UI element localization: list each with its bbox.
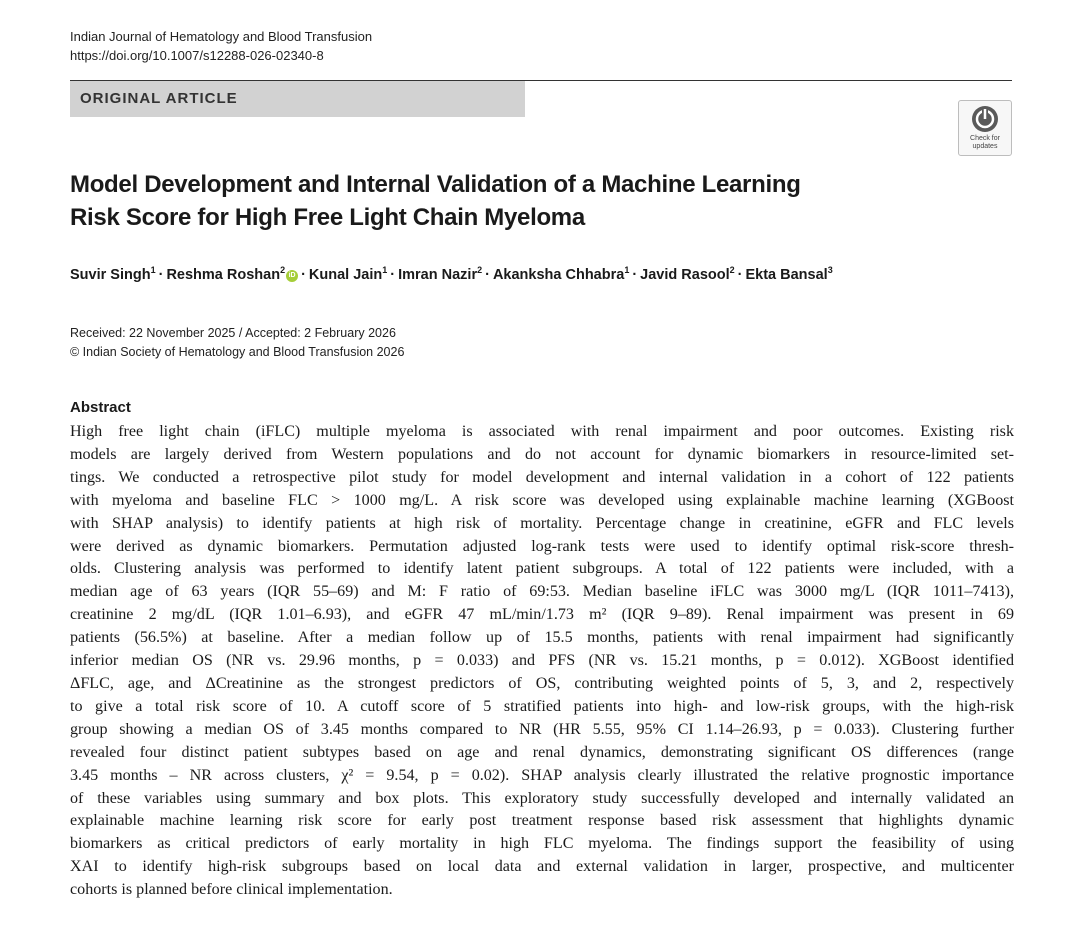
article-title: Model Development and Internal Validation of a Machine Learning Risk Score for High Free Light Chain Myeloma [70, 171, 801, 231]
abstract-line: of these variables using summary and box plots. This exploratory study successfully developed and internally validated an [70, 789, 1014, 807]
abstract-line: inferior median OS (NR vs. 29.96 months, p = 0.033) and PFS (NR vs. 15.21 months, p = 0.012). XGBoost identified [70, 652, 1014, 670]
abstract-line: XAI to identify high-risk subgroups based on local data and external validation in larger, prospective, and multicenter [70, 858, 1014, 876]
abstract-line: with myeloma and baseline FLC > 1000 mg/L. A risk score was developed using explainable machine learning (XGBoost [70, 491, 1014, 509]
author-affiliation: 2 [477, 265, 483, 275]
author-affiliation: 2 [729, 265, 735, 275]
received-accepted-dates: Received: 22 November 2025 / Accepted: 2 February 2026 [70, 326, 396, 340]
abstract-line: median age of 63 years (IQR 55–69) and M: F ratio of 69:53. Median baseline iFLC was 3000 mg/L (IQR 1011–7413), [70, 583, 1014, 601]
author-affiliation: 2 [280, 265, 286, 275]
abstract-heading: Abstract [70, 399, 131, 416]
author-list [70, 265, 833, 283]
check-updates-icon [970, 104, 1000, 134]
abstract-line: with SHAP analysis) to identify patients at high risk of mortality. Percentage change in creatinine, eGFR and FLC levels [70, 514, 1014, 532]
doi-link[interactable]: https://doi.org/10.1007/s12288-026-02340-8 [70, 48, 324, 63]
abstract-line: explainable machine learning risk score for early post treatment response based risk assessment that highlights dynamic [70, 812, 1014, 830]
orcid-icon[interactable]: iD [286, 270, 298, 282]
article-type-label: ORIGINAL ARTICLE [80, 90, 238, 107]
author-affiliation: 1 [150, 265, 156, 275]
abstract-line: revealed four distinct patient subtypes based on age and renal dynamics, demonstrating significant OS differences (range [70, 743, 1014, 761]
author-name[interactable]: Akanksha Chhabra [492, 266, 625, 283]
abstract-line: to give a total risk score of 10. A cutoff score of 5 stratified patients into high- and low-risk groups, with the high-risk [70, 697, 1014, 715]
abstract-line: ΔFLC, age, and ΔCreatinine as the strongest predictors of OS, contributing weighted points of 5, 3, and 2, respectively [70, 674, 1014, 692]
abstract-line: tings. We conducted a retrospective pilot study for model development and internal validation in a cohort of 122 patients [70, 468, 1014, 486]
abstract-line: were derived as dynamic biomarkers. Permutation adjusted log-rank tests were used to identify optimal risk-score thresh- [70, 537, 1014, 555]
copyright-line: © Indian Society of Hematology and Blood Transfusion 2026 [70, 345, 405, 359]
author-name[interactable]: Reshma Roshan [166, 266, 281, 283]
author-separator: · [301, 266, 306, 283]
author-affiliation: 1 [382, 265, 388, 275]
author-separator: · [390, 266, 396, 283]
abstract-line: models are largely derived from Western populations and do not account for dynamic biomarkers in resource-limited set- [70, 445, 1014, 463]
author-name[interactable]: Ekta Bansal [745, 266, 828, 283]
author-name[interactable]: Imran Nazir [398, 266, 478, 283]
article-type-banner [70, 81, 525, 117]
author-name[interactable]: Suvir Singh [70, 266, 151, 283]
abstract-line: High free light chain (iFLC) multiple myeloma is associated with renal impairment and poor outcomes. Existing risk [70, 423, 1014, 440]
abstract-line: creatinine 2 mg/dL (IQR 1.01–6.93), and eGFR 47 mL/min/1.73 m² (IQR 9–89). Renal impairment was present in 69 [70, 606, 1014, 624]
author-name[interactable]: Javid Rasool [640, 266, 730, 283]
author-separator: · [632, 266, 638, 283]
author-separator: · [485, 266, 490, 283]
author-separator: · [737, 266, 743, 283]
abstract-line: cohorts is planned before clinical implementation. [70, 881, 393, 899]
article-dates [70, 324, 404, 362]
check-updates-label: Check for updates [970, 135, 1000, 150]
journal-header [70, 27, 372, 65]
author-affiliation: 3 [827, 265, 833, 275]
abstract-line: 3.45 months – NR across clusters, χ² = 9.54, p = 0.02). SHAP analysis clearly illustrated the relative prognostic importance [70, 766, 1014, 784]
author-affiliation: 1 [624, 265, 630, 275]
author-separator: · [158, 266, 164, 283]
abstract-line: olds. Clustering analysis was performed to identify latent patient subgroups. A total of 122 patients were included, with a [70, 560, 1014, 578]
abstract-line: biomarkers as critical predictors of early mortality in high FLC myeloma. The findings support the feasibility of using [70, 835, 1014, 853]
abstract-body [70, 421, 1014, 902]
abstract-line: patients (56.5%) at baseline. After a median follow up of 15.5 months, patients with renal impairment had significantly [70, 629, 1014, 647]
check-for-updates-button[interactable] [958, 100, 1012, 156]
journal-name: Indian Journal of Hematology and Blood Transfusion [70, 29, 373, 44]
author-name[interactable]: Kunal Jain [308, 266, 383, 283]
abstract-line: group showing a median OS of 3.45 months compared to NR (HR 5.55, 95% CI 1.14–26.93, p = 0.033). Clustering further [70, 720, 1014, 738]
